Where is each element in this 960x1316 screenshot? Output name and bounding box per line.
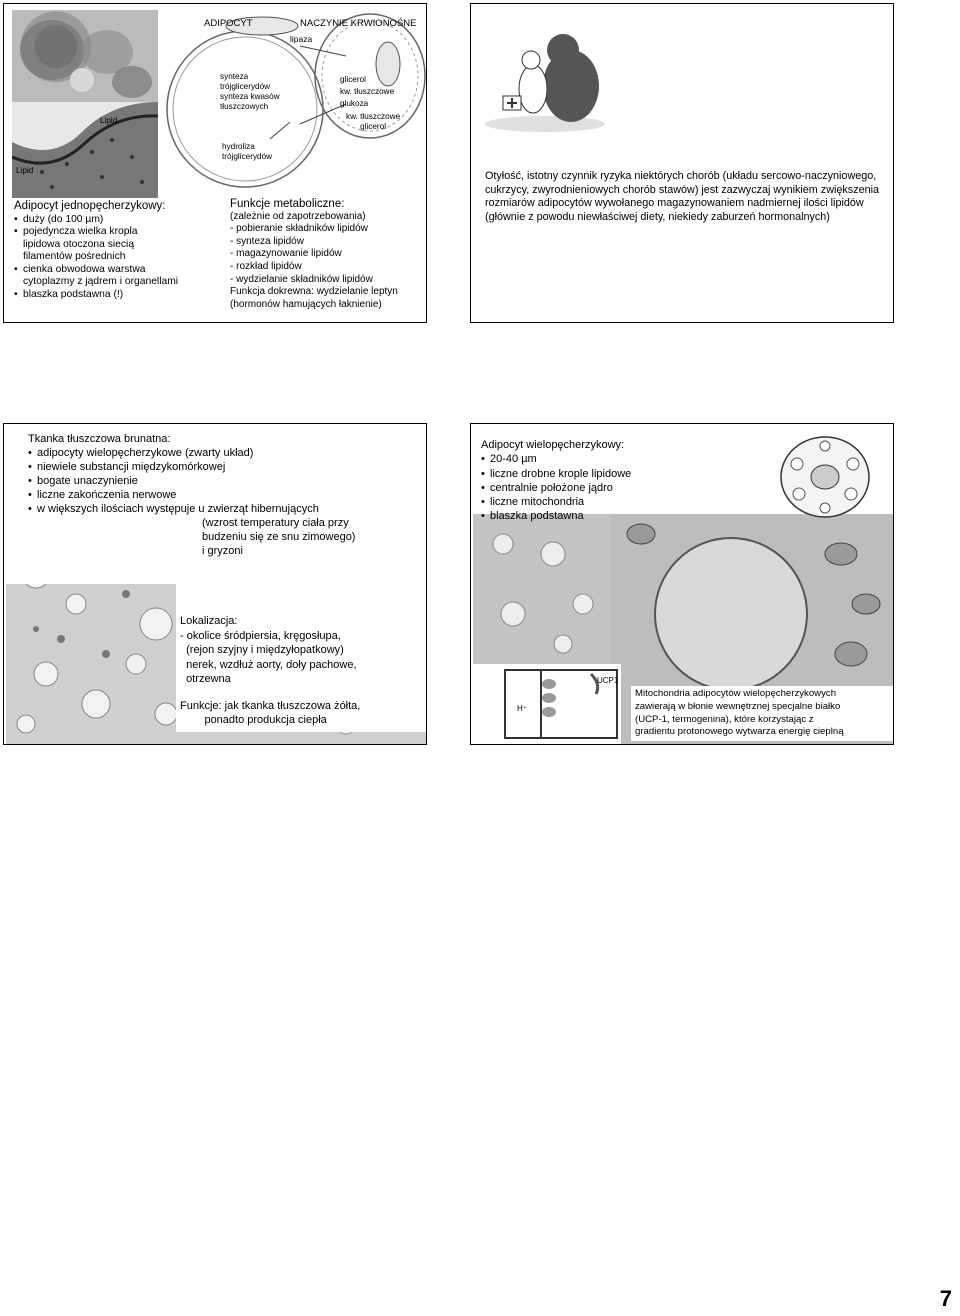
multilocular-features: [481, 438, 771, 524]
metabolic-title: Funkcje metaboliczne:: [230, 198, 345, 210]
label-lipaza: lipaza: [290, 34, 313, 44]
list-item: • blaszka podstawna: [481, 509, 771, 523]
label-kw-glicerol: kw. tłuszczowe glicerol: [346, 112, 401, 131]
metabolic-line: - synteza lipidów: [230, 235, 304, 247]
unilocular-list: [14, 214, 220, 302]
mitochondria-caption: Mitochondria adipocytów wielopęcherzykowych zawierają w błonie wewnętrznej specjalne białko (UCP-1, termogenina), które korzystając z gradientu protonowego wytwarza energię cieplną: [631, 686, 894, 741]
metabolic-line: - pobieranie składników lipidów: [230, 223, 368, 235]
ucp1-diagram: [501, 664, 621, 744]
list-item: • blaszka podstawna (!): [14, 289, 220, 302]
label-lipid-upper: Lipid: [100, 116, 118, 125]
brown-fat-features: [28, 432, 424, 558]
label-adipocyt: ADIPOCYT: [204, 18, 253, 29]
micrograph-lipid-boundary: [12, 102, 158, 198]
list-item: • duży (do 100 µm): [14, 214, 220, 227]
list-item: • centralnie położone jądro: [481, 481, 771, 495]
multilocular-title: Adipocyt wielopęcherzykowy:: [481, 439, 625, 451]
slide-obesity: [470, 3, 894, 323]
micrograph-adipocyte-em: [12, 10, 158, 102]
cell-sketch: [777, 434, 873, 520]
unilocular-features: [14, 200, 220, 301]
brown-fat-list: [28, 446, 424, 516]
metabolic-line: - rozkład lipidów: [230, 260, 302, 272]
list-item: • liczne drobne krople lipidowe: [481, 467, 771, 481]
label-glicerol-kw-glukoza: glicerol kw. tłuszczowe glukoza: [340, 75, 395, 108]
page-number: 7: [939, 1286, 952, 1311]
hibernation-note: (wzrost temperatury ciała przy budzeniu się ze snu zimowego) i gryzoni: [202, 517, 356, 557]
micrograph-texture: [12, 10, 158, 102]
slide-multilocular-adipocyte: [470, 423, 894, 745]
label-naczynie: NACZYNIE KRWIONOŚNE: [300, 18, 417, 29]
list-item: • pojedyncza wielka kropla lipidowa otoczona siecią filamentów pośrednich: [14, 226, 220, 264]
functions-text: Funkcje: jak tkanka tłuszczowa żółta, ponadto produkcja ciepła: [180, 699, 361, 726]
slide-brown-fat: [3, 423, 427, 745]
list-item: • liczne mitochondria: [481, 495, 771, 509]
metabolic-line: - wydzielanie składników lipidów: [230, 273, 373, 285]
list-item: • cienka obwodowa warstwa cytoplazmy z jądrem i organellami: [14, 264, 220, 289]
cartoon-drawing: [483, 24, 613, 134]
obesity-text: Otyłość, istotny czynnik ryzyka niektórych chorób (układu sercowo-naczyniowego, cukrzycy, zwyrodnieniowych chorób stawów) jest zazwyczaj wynikiem zwiększenia rozmiarów adipocytów wywołanego magazynowaniem nadmiernej ilości lipidów (głównie z powodu niewłaściwej diety, niekiedy zaburzeń hormonalnych): [485, 170, 880, 223]
multilocular-list: [481, 452, 771, 523]
label-h-plus: H⁺: [517, 704, 527, 713]
label-ucp1: UCP1: [597, 676, 619, 685]
micrograph-lipid-texture: [12, 102, 158, 198]
list-item: • niewiele substancji międzykomórkowej: [28, 460, 424, 474]
list-item: • bogate unaczynienie: [28, 474, 424, 488]
localization-title: Lokalizacja:: [180, 615, 238, 627]
label-hydroliza: hydroliza trójglicerydów: [222, 142, 273, 161]
slide-adipocyte-unilocular: [3, 3, 427, 323]
list-item: • 20-40 µm: [481, 452, 771, 466]
endocrine-line: (hormonów hamujących łaknienie): [230, 298, 382, 310]
endocrine-line: Funkcja dokrewna: wydzielanie leptyn: [230, 286, 398, 298]
cartoon-doctor-bear: [483, 24, 613, 134]
unilocular-title: Adipocyt jednopęcherzykowy:: [14, 200, 166, 212]
brown-fat-title: Tkanka tłuszczowa brunatna:: [28, 433, 171, 445]
list-item: • liczne zakończenia nerwowe: [28, 488, 424, 502]
label-lipid-lower: Lipid: [16, 166, 34, 175]
micrograph-cell-drawing: [777, 434, 873, 520]
micrograph-brown-fat-lm: [473, 514, 611, 664]
localization-text: - okolice śródpiersia, kręgosłupa, (rejon szyjny i międzyłopatkowy) nerek, wzdłuż aorty, doły pachowe, otrzewna: [180, 629, 357, 685]
label-synteza: synteza trójglicerydów synteza kwasów tłuszczowych: [220, 72, 280, 111]
metabolic-line: (zależnie od zapotrzebowania): [230, 210, 366, 222]
list-item: • w większych ilościach występuje u zwierząt hibernujących: [28, 502, 424, 516]
lm-texture: [473, 514, 611, 664]
adipocyte-vessel-diagram: [160, 4, 426, 200]
list-item: • adipocyty wielopęcherzykowe (zwarty układ): [28, 446, 424, 460]
metabolic-line: - magazynowanie lipidów: [230, 248, 342, 260]
localization-block: [180, 614, 424, 728]
metabolic-functions: [230, 198, 426, 311]
